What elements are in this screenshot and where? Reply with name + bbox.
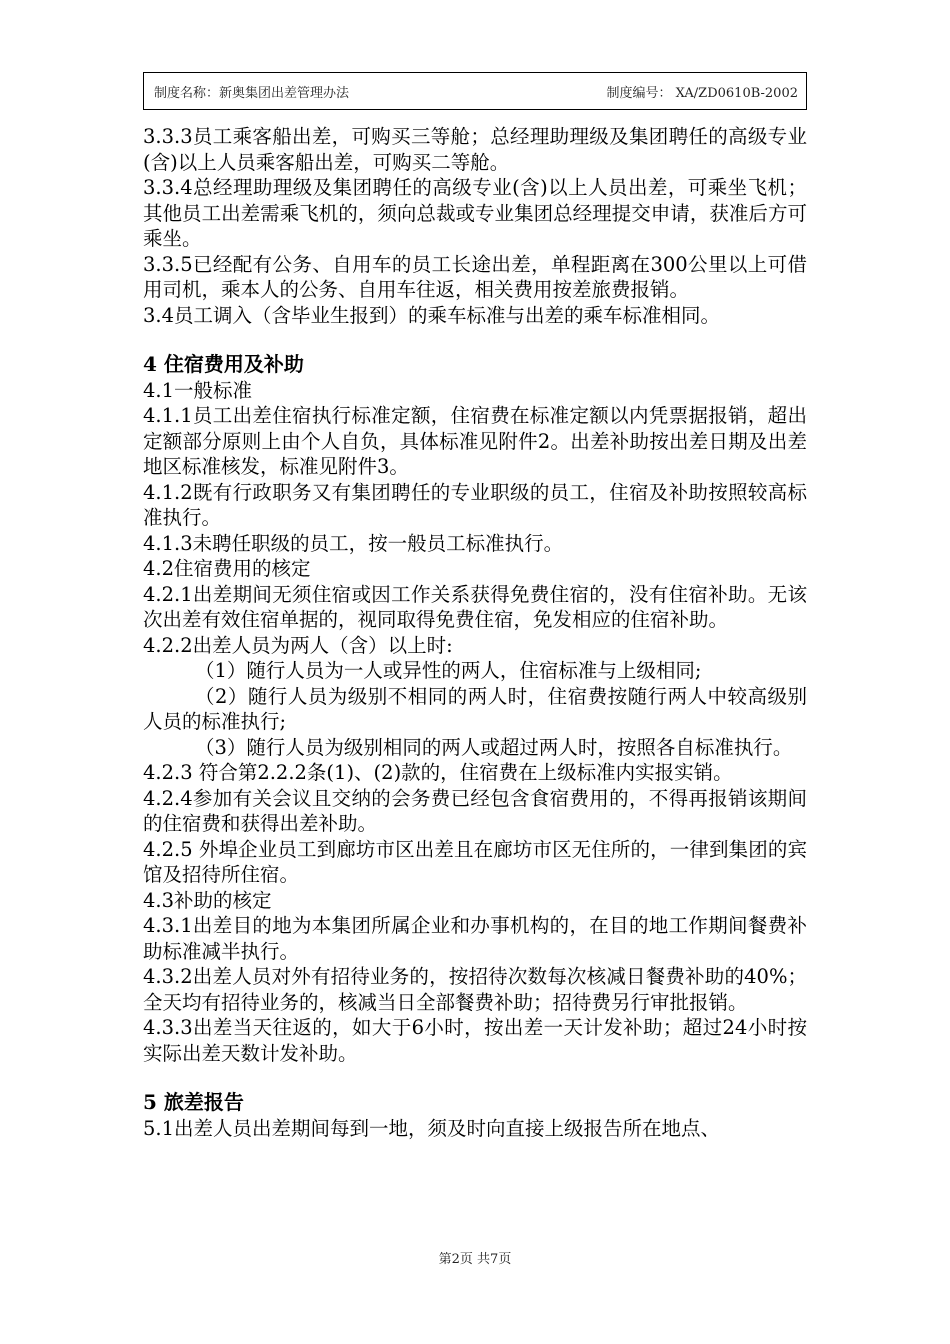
page-header [143,72,807,110]
paragraph: 4.1.3未聘任职级的员工，按一般员工标准执行。 [143,531,564,555]
paragraph: 4.3.1出差目的地为本集团所属企业和办事机构的，在目的地工作期间餐费补助标准减半执行。 [143,914,807,963]
paragraph: （2）随行人员为级别不相同的两人时，住宿费按随行两人中较高级别人员的标准执行; [143,684,807,733]
page-number: 第2页 共7页 [438,1252,512,1267]
paragraph: 4.3补助的核定 [143,888,272,912]
section-heading: 5 旅差报告 [143,1090,244,1114]
paragraph: 4.2.2出差人员为两人（含）以上时: [143,633,453,657]
document-body [143,124,807,1141]
paragraph: 3.3.3员工乘客船出差，可购买三等舱；总经理助理级及集团聘任的高级专业(含)以上人员乘客船出差，可购买二等舱。 [143,125,807,174]
paragraph: 4.1.1员工出差住宿执行标准定额，住宿费在标准定额以内凭票据报销，超出定额部分原则上由个人自负，具体标准见附件2。出差补助按出差日期及出差地区标准核发，标准见附件3。 [143,404,807,478]
doc-code: 制度编号： XA/ZD0610B-2002 [606,86,798,101]
paragraph: 3.3.4总经理助理级及集团聘任的高级专业(含)以上人员出差，可乘坐飞机；其他员工出差需乘飞机的，须向总裁或专业集团总经理提交申请，获准后方可乘坐。 [143,176,807,250]
paragraph: （3）随行人员为级别相同的两人或超过两人时，按照各自标准执行。 [195,735,793,759]
paragraph: （1）随行人员为一人或异性的两人，住宿标准与上级相同; [195,659,702,682]
paragraph: 4.2.3 符合第2.2.2条(1)、(2)款的，住宿费在上级标准内实报实销。 [143,761,733,784]
paragraph: 3.3.5已经配有公务、自用车的员工长途出差，单程距离在300公里以上可借用司机，乘本人的公务、自用车往返，相关费用按差旅费报销。 [143,252,807,301]
paragraph: 3.4员工调入（含毕业生报到）的乘车标准与出差的乘车标准相同。 [143,303,721,327]
section-heading: 4 住宿费用及补助 [143,352,304,376]
paragraph: 4.1一般标准 [143,378,253,402]
paragraph: 4.3.2出差人员对外有招待业务的，按招待次数每次核减日餐费补助的40%；全天均有招待业务的，核减当日全部餐费补助；招待费另行审批报销。 [143,965,807,1014]
paragraph: 4.1.2既有行政职务又有集团聘任的专业职级的员工，住宿及补助按照较高标准执行。 [143,480,807,529]
paragraph: 4.2.4参加有关会议且交纳的会务费已经包含食宿费用的，不得再报销该期间的住宿费和获得出差补助。 [143,786,807,835]
paragraph: 4.3.3出差当天往返的，如大于6小时，按出差一天计发补助；超过24小时按实际出差天数计发补助。 [143,1016,807,1065]
paragraph: 4.2.1出差期间无须住宿或因工作关系获得免费住宿的，没有住宿补助。无该次出差有效住宿单据的，视同取得免费住宿，免发相应的住宿补助。 [143,582,807,631]
paragraph: 5.1出差人员出差期间每到一地，须及时向直接上级报告所在地点、 [143,1116,721,1140]
paragraph: 4.2.5 外埠企业员工到廊坊市区出差且在廊坊市区无住所的，一律到集团的宾馆及招待所住宿。 [143,837,807,886]
paragraph: 4.2住宿费用的核定 [143,557,311,580]
doc-name: 制度名称：新奥集团出差管理办法 [154,86,350,101]
